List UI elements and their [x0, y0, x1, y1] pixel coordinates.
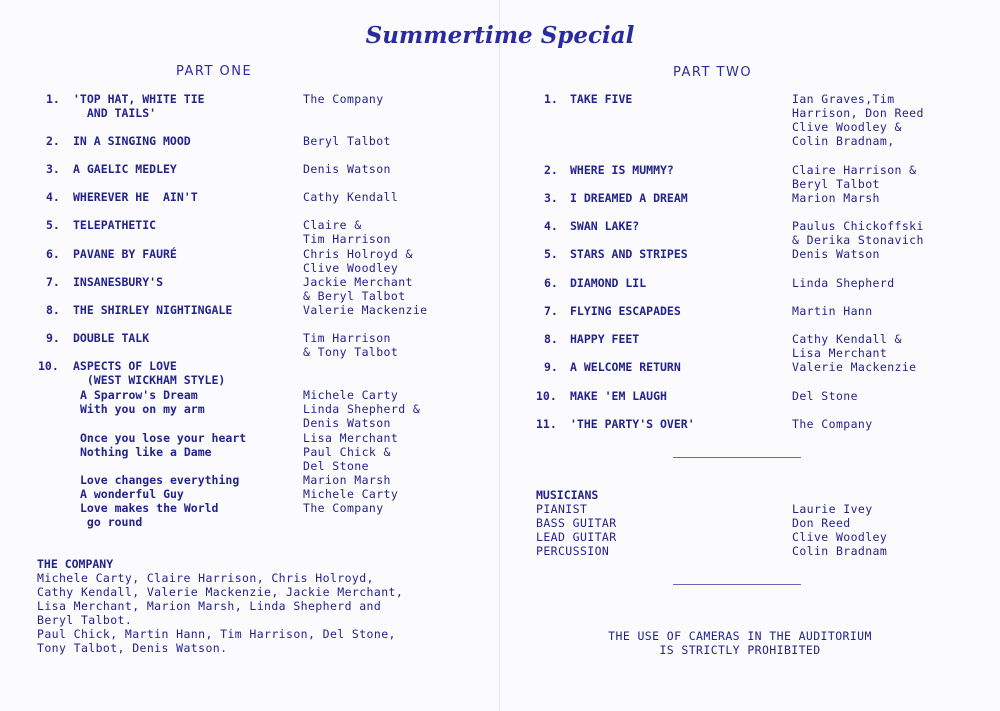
item-title: TAKE FIVE: [570, 92, 633, 106]
item-number: 2.: [46, 134, 60, 148]
item-number: 8.: [46, 303, 60, 317]
item-title: MAKE 'EM LAUGH: [570, 389, 667, 403]
item-number: 7.: [544, 304, 558, 318]
musician-role: LEAD GUITAR: [536, 530, 617, 544]
item-title: IN A SINGING MOOD: [73, 134, 191, 148]
item-number: 7.: [46, 275, 60, 289]
item-number: 4.: [544, 219, 558, 233]
item-title: HAPPY FEET: [570, 332, 640, 346]
musician-name: Colin Bradnam: [792, 544, 888, 558]
musician-name: Clive Woodley: [792, 530, 888, 544]
song-title: Once you lose your heart: [80, 431, 247, 445]
company-list: Michele Carty, Claire Harrison, Chris Holroyd, Cathy Kendall, Valerie Mackenzie, Jackie Merchant, Lisa Merchant, Marion Marsh, Linda Shepherd and Beryl Talbot. Paul Chick, Martin Hann, Tim Harrison, Del Stone, Tony Talbot, Denis Watson.: [37, 571, 404, 655]
item-performers: Denis Watson: [303, 162, 391, 176]
item-title: SWAN LAKE?: [570, 219, 640, 233]
song-title: Nothing like a Dame: [80, 445, 212, 459]
item-performers: Valerie Mackenzie: [792, 360, 917, 374]
programme-title: Summertime Special: [365, 22, 635, 49]
musician-role: BASS GUITAR: [536, 516, 617, 530]
item-number: 3.: [46, 162, 60, 176]
item-title: WHERE IS MUMMY?: [570, 163, 674, 177]
item-title: DIAMOND LIL: [570, 276, 647, 290]
item-number: 5.: [544, 247, 558, 261]
song-performers: Marion Marsh: [303, 473, 391, 487]
song-performers: Michele Carty: [303, 487, 399, 501]
part-two-heading: PART TWO: [673, 65, 753, 80]
song-title: A Sparrow's Dream: [80, 388, 198, 402]
item-performers: The Company: [303, 92, 384, 106]
item-number: 1.: [544, 92, 558, 106]
item-title: WHEREVER HE AIN'T: [73, 190, 198, 204]
song-title: Love makes the World go round: [80, 501, 219, 529]
song-title: A wonderful Guy: [80, 487, 184, 501]
item-number: 11.: [536, 417, 557, 431]
item-title: A GAELIC MEDLEY: [73, 162, 177, 176]
item-number: 5.: [46, 218, 60, 232]
item-performers: Claire & Tim Harrison: [303, 218, 391, 246]
musician-name: Don Reed: [792, 516, 851, 530]
song-performers: Michele Carty: [303, 388, 399, 402]
song-title: With you on my arm: [80, 402, 205, 416]
item-performers: The Company: [792, 417, 873, 431]
item-performers: Paulus Chickoffski & Derika Stonavich: [792, 219, 924, 247]
item-title: STARS AND STRIPES: [570, 247, 688, 261]
item-number: 10.: [536, 389, 557, 403]
item-performers: Ian Graves,Tim Harrison, Don Reed Clive Woodley & Colin Bradnam,: [792, 92, 924, 148]
musicians-heading: MUSICIANS: [536, 488, 599, 502]
item-number: 10.: [38, 359, 59, 373]
song-performers: Paul Chick & Del Stone: [303, 445, 391, 473]
item-performers: Valerie Mackenzie: [303, 303, 428, 317]
item-performers: Claire Harrison & Beryl Talbot: [792, 163, 917, 191]
item-number: 6.: [544, 276, 558, 290]
song-title: Love changes everything: [80, 473, 240, 487]
item-title: DOUBLE TALK: [73, 331, 150, 345]
item-number: 3.: [544, 191, 558, 205]
company-heading: THE COMPANY: [37, 557, 114, 571]
song-performers: The Company: [303, 501, 384, 515]
item-number: 6.: [46, 247, 60, 261]
item-number: 8.: [544, 332, 558, 346]
separator-rule: [673, 457, 801, 458]
item-performers: Chris Holroyd & Clive Woodley: [303, 247, 413, 275]
musician-role: PERCUSSION: [536, 544, 610, 558]
item-performers: Cathy Kendall: [303, 190, 399, 204]
item-title: PAVANE BY FAURÉ: [73, 247, 177, 261]
notice-line: THE USE OF CAMERAS IN THE AUDITORIUM: [608, 629, 872, 643]
musician-role: PIANIST: [536, 502, 588, 516]
song-performers: Lisa Merchant: [303, 431, 399, 445]
item-performers: Jackie Merchant & Beryl Talbot: [303, 275, 413, 303]
item-number: 9.: [46, 331, 60, 345]
item-performers: Tim Harrison & Tony Talbot: [303, 331, 399, 359]
item-number: 9.: [544, 360, 558, 374]
item-title: ASPECTS OF LOVE (WEST WICKHAM STYLE): [73, 359, 226, 387]
item-title: THE SHIRLEY NIGHTINGALE: [73, 303, 233, 317]
item-title: TELEPATHETIC: [73, 218, 157, 232]
musician-name: Laurie Ivey: [792, 502, 873, 516]
part-one-heading: PART ONE: [176, 64, 253, 79]
item-number: 4.: [46, 190, 60, 204]
item-number: 2.: [544, 163, 558, 177]
item-performers: Martin Hann: [792, 304, 873, 318]
item-performers: Del Stone: [792, 389, 858, 403]
item-title: I DREAMED A DREAM: [570, 191, 688, 205]
item-number: 1.: [46, 92, 60, 106]
item-performers: Beryl Talbot: [303, 134, 391, 148]
item-performers: Linda Shepherd: [792, 276, 895, 290]
item-title: 'TOP HAT, WHITE TIE AND TAILS': [73, 92, 205, 120]
item-performers: Cathy Kendall & Lisa Merchant: [792, 332, 902, 360]
item-title: INSANESBURY'S: [73, 275, 164, 289]
notice-line: IS STRICTLY PROHIBITED: [659, 643, 821, 657]
item-title: FLYING ESCAPADES: [570, 304, 681, 318]
item-performers: Marion Marsh: [792, 191, 880, 205]
page-fold: [499, 0, 500, 711]
item-performers: Denis Watson: [792, 247, 880, 261]
separator-rule-2: [673, 584, 801, 585]
item-title: A WELCOME RETURN: [570, 360, 681, 374]
song-performers: Linda Shepherd & Denis Watson: [303, 402, 421, 430]
item-title: 'THE PARTY'S OVER': [570, 417, 695, 431]
